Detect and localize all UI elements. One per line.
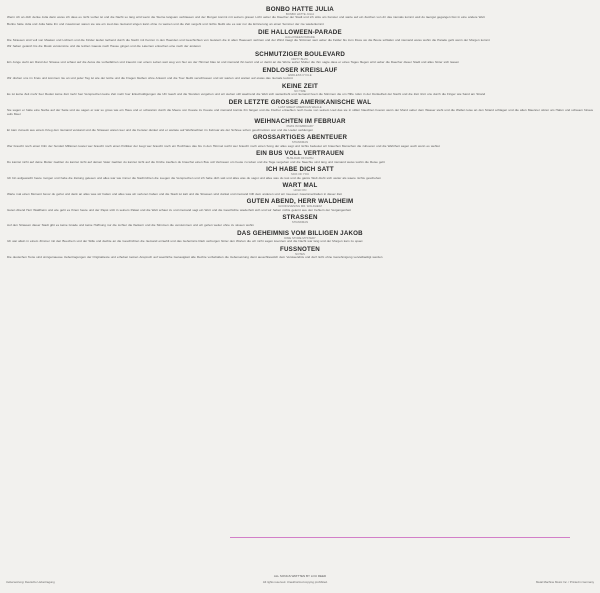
lyric-paragraph: Die Strassen sind voll von Masken und Lichtern und die Kinder laufen lachend durch die Nacht mit Kerzen in den Haenden und Geschichten von Geistern die in alten Haeusern wohnen und der Wind traegt die Stimmen weit ueber die Felder bis zum Fluss wo die Boote schlafen und niemand weiss wohin die Parade geht wenn der Morgen kommt: [7, 37, 490, 42]
footer: [6, 580, 594, 584]
lyric-paragraph: Wer braucht noch einen Film der hundert Millionen kostet wer braucht noch einen Politiker der luegt wer braucht noch ein Hochhaus das bis in den Himmel reicht wer braucht noch einen Song der alles sagt und nichts bedeutet wir brauchen Menschen die zuhoeren und die Wahrheit sagen auch wenn es wehtut: [7, 143, 440, 148]
lyric-paragraph: Die deutschen Texte sind sinngemaesse Uebertragungen der Originaltexte und erheben keinen Anspruch auf woertliche Genauigkeit alle Rechte vorbehalten die Uebersetzung dient ausschliesslich dem Verstaendnis und darf nicht ohne Genehmigung vervielfaeltigt werden: [7, 255, 383, 260]
song-title: ICH HABE DICH SATT: [266, 166, 334, 174]
lyric-paragraph: Warte mal einen Moment bevor du gehst und denk an alles was wir hatten und alles was wir verloren haben und die Stadt ist kalt und die Strassen sind dunkel und niemand hilft dem anderen und wir muessen zusammenhalten in dieser Zeit: [7, 191, 342, 196]
song-title: EIN BUS VOLL VERTRAUEN: [256, 150, 344, 158]
footer-left: Uebersetzung: Deutsche Uebertragung: [6, 580, 55, 584]
song-title: GUTEN ABEND, HERR WALDHEIM: [246, 198, 354, 206]
lyric-paragraph: Wenn ich an dich denke Julia dann weiss ich dass es nicht vorbei ist und die Nacht so lang wird wenn die Sterne langsam verblassen und der Morgen kommt mit seinem grauen Licht ueber die Daecher der Stadt und ich sitze am Fenster und warte auf ein Zeichen von dir das niemals kommt weil du laengst gegangen bist in eine andere Welt: [7, 15, 485, 20]
song-section: [6, 150, 594, 164]
lyric-paragraph: Guten Abend Herr Waldheim und wie geht es Ihnen heute und der Papst sitzt in seinem Palast und die Welt schaut zu und niemand sagt ein Wort und die Geschichte wiederholt sich und wir haben nichts gelernt aus den Fehlern der Vergangenheit: [7, 207, 351, 212]
lyric-paragraph: Er kam zurueck aus einem Krieg den niemand verstand und die Strassen waren leer und die Fenster dunkel und er wartete auf Weihnachten im Februar als der Schnee schon geschmolzen war und die Lieder verklungen: [7, 127, 314, 132]
song-section: [6, 6, 594, 27]
song-original-title: STRAWMAN: [291, 220, 309, 225]
song-original-title: LAST GREAT AMERICAN WHALE: [278, 104, 322, 109]
song-section: [6, 134, 594, 148]
song-title: GROSSARTIGES ABENTEUER: [252, 134, 348, 142]
song-title: KEINE ZEIT: [281, 82, 319, 90]
song-section: [6, 246, 594, 260]
lyric-paragraph: Sie sagen er hatte eine Narbe auf der Seite und sie sagen er war so gross wie ein Haus und er schwamm durch die Meere von Kueste zu Kueste und niemand konnte ihn fangen und die Fischer erzaehlen noch heute von seinem Lied das sie in stillen Naechten hoeren wenn der Mond ueber dem Wasser steht und die Wellen leise an den Strand schlagen und die alten Maenner sitzen am Hafen und schauen hinaus aufs Meer: [7, 108, 593, 116]
lyrics-sheet: [6, 4, 594, 589]
lyric-paragraph: Ich bin aufgewacht heute morgen und habe die Zeitung gelesen und alles war wie immer die Nachrichten die Luegen die Versprechen und ich habe dich satt und alles was du sagst und alles was du tust und die ganze Welt dreht sich weiter als waere nichts geschehen: [7, 175, 382, 180]
song-original-title: BUSLOAD OF FAITH: [286, 156, 314, 161]
song-original-title: HALLOWEEN PARADE: [285, 34, 315, 39]
song-section: [6, 198, 594, 212]
song-section: [6, 214, 594, 228]
footer-right: Metal Machine Music Inc. / Printed in Germany: [536, 580, 594, 584]
song-title: WART MAL: [282, 182, 318, 190]
song-title: SCHMUTZIGER BOULEVARD: [254, 51, 346, 58]
song-original-title: XMAS IN FEBRUARY: [286, 124, 314, 129]
lyric-paragraph: Wir haben getanzt bis die Musik verstummte und die letzten Gaeste nach Hause gingen und die Laternen erloschen eine nach der anderen: [7, 44, 201, 49]
accent-underline: [230, 537, 570, 538]
song-title: DAS GEHEIMNIS VOM BILLIGEN JAKOB: [237, 230, 363, 238]
song-title: BONBO HATTE JULIA: [266, 6, 334, 13]
lyric-paragraph: Wir drehen uns im Kreis und kommen nie an und jeder Tag ist wie der letzte und die Fragen bleiben ohne Antwort und die Tuer bleibt verschlossen und wir warten und warten auf etwas das niemals kommt: [7, 76, 293, 81]
song-section: [6, 230, 594, 244]
song-section: [6, 99, 594, 117]
song-original-title: NO TIME: [294, 88, 306, 93]
song-title: DER LETZTE GROSSE AMERIKANISCHE WAL: [228, 98, 372, 106]
footer-middle: All rights reserved. Unauthorized copying prohibited.: [262, 580, 328, 584]
song-original-title: ENDLESS CYCLE: [288, 72, 312, 77]
footer-credit: ALL SONGS WRITTEN BY LOU REED: [273, 574, 327, 578]
song-title: WEIHNACHTEN IM FEBRUAR: [254, 118, 346, 126]
song-section: [6, 67, 594, 81]
song-original-title: GOOD EVENING MR. WALDHEIM: [278, 204, 322, 209]
song-section: [6, 29, 594, 50]
song-original-title: BONBO HATTE JULIA: [285, 12, 315, 16]
lyric-paragraph: Ich war allein in einem Zimmer mit den Buechern und der Stille und dachte an die Geschichten die niemand erzaehlt und das Geheimnis blieb verborgen hinter den Worten die wir nicht sagen koennen und die Nacht war lang und der Morgen kam zu spaet: [7, 239, 363, 244]
song-original-title: STRAWMAN: [291, 140, 309, 145]
lyric-paragraph: Ein Junge steht am Rand der Strasse und schaut auf die Autos die vorbeifahren und traeumt von einem Leben weit weg von hier wo der Himmel blau ist und niemand ihn kennt und er denkt an die Worte seiner Mutter die ihm sagte dass er eines Tages fliegen wird ueber die Daecher dieser Stadt und alles hinter sich lassen: [7, 60, 460, 65]
song-title: ENDLOSER KREISLAUF: [262, 66, 338, 74]
song-title: DIE HALLOWEEN-PARADE: [258, 28, 342, 36]
song-section: [6, 83, 594, 97]
song-title: STRASSEN: [282, 214, 318, 222]
song-original-title: SICK OF YOU: [291, 172, 309, 177]
song-original-title: DIRTY BLVD.: [291, 57, 309, 61]
lyric-paragraph: Es ist keine Zeit mehr fuer Reden keine Zeit mehr fuer Versprechen keine Zeit mehr fuer Entschuldigungen die Uhr laeuft und die Stunden vergehen und wir stehen still waehrend die Welt sich weiterdreht und niemand hoert die Stimmen die um Hilfe rufen in der Dunkelheit der Nacht und die Zeit rinnt uns durch die Finger wie Sand am Strand: [7, 92, 486, 97]
lyric-paragraph: Auf den Strassen dieser Stadt gibt es keine Gnade und keine Hoffnung nur die Lichter die flackern und die Stimmen die verstummen und wir gehen weiter ohne zu wissen wohin: [7, 223, 254, 228]
lyric-paragraph: Bonbo hatte Julia und Julia hatte ihn und zusammen waren sie wie ein Lied das niemand singen kann ohne zu weinen und die Zeit vergeht und nichts bleibt wie es war nur die Erinnerung an einen Sommer der nie wiederkommt: [7, 21, 324, 26]
song-section: [6, 166, 594, 180]
song-original-title: DIME STORE MYSTERY: [284, 236, 316, 241]
song-section: [6, 182, 594, 196]
song-original-title: NOTES: [295, 251, 305, 256]
song-section: [6, 118, 594, 132]
song-title: FUSSNOTEN: [280, 245, 320, 253]
song-original-title: HOLD ON: [293, 188, 307, 193]
lyric-paragraph: Du kannst nicht auf deine Mutter zaehlen du kannst nicht auf deinen Vater zaehlen du kannst nicht auf die Kirche zaehlen du brauchst einen Bus voll Vertrauen um heute zu leben und die Tage vergehen und die Naechte sind lang und niemand weiss wohin die Reise geht: [7, 159, 385, 164]
song-section: [6, 51, 594, 65]
